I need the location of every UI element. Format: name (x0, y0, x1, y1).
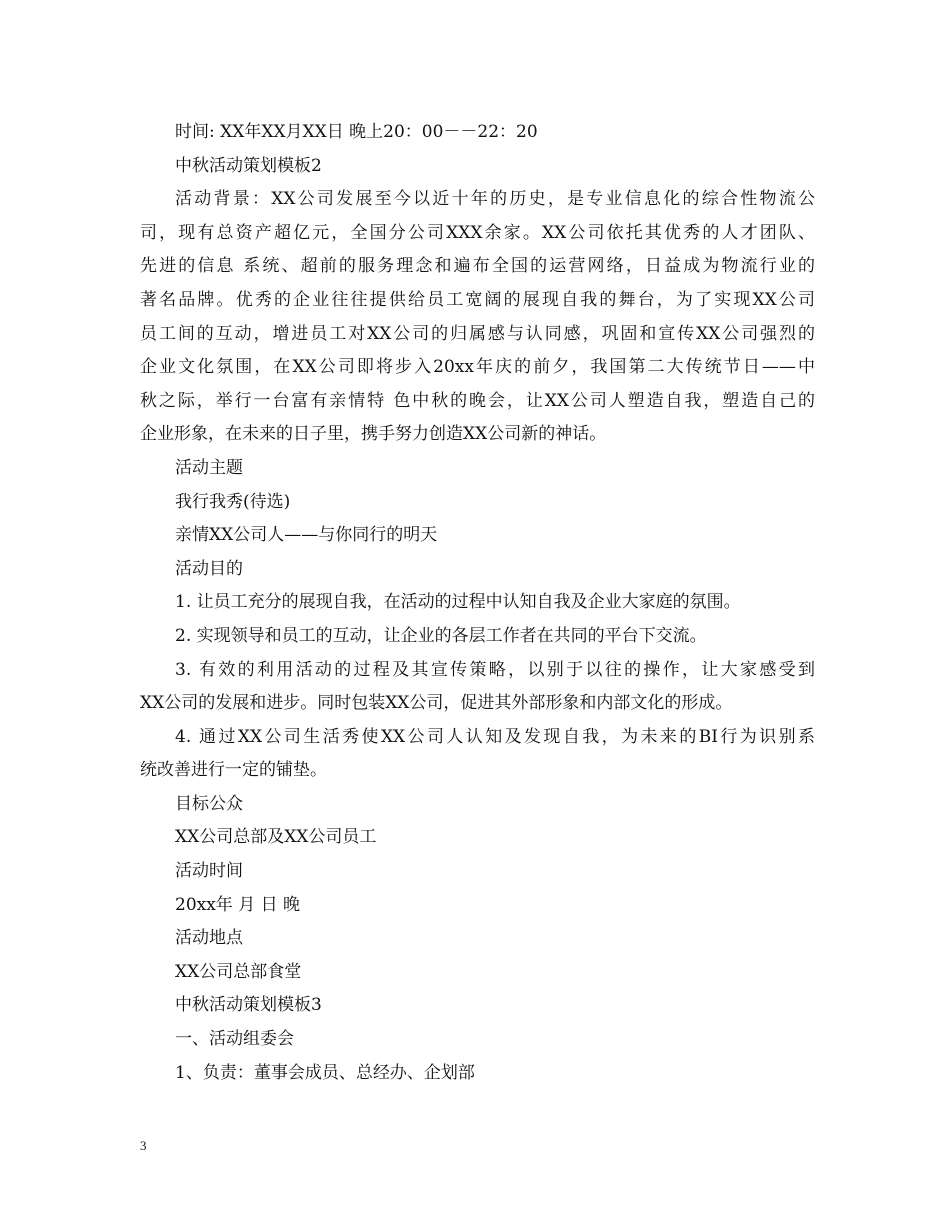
text-line: 活动背景：XX公司发展至今以近十年的历史，是专业信息化的综合性物流公 (175, 189, 815, 210)
text-line: XX公司总部及XX公司员工 (175, 827, 377, 848)
text-line: 中秋活动策划模板2 (175, 155, 322, 176)
text-line: 活动时间 (175, 861, 243, 882)
text-line: 时间: XX年XX月XX日 晚上20：00－－22：20 (175, 122, 538, 142)
text-line: 活动目的 (175, 558, 243, 579)
text-line: 企业形象，在未来的日子里，携手努力创造XX公司新的神话。 (140, 424, 607, 445)
text-line: 目标公众 (175, 793, 243, 814)
text-line: 活动主题 (175, 457, 243, 478)
text-line: 先进的信息 系统、超前的服务理念和遍布全国的运营网络，日益成为物流行业的 (140, 256, 815, 277)
text-line: XX公司的发展和进步。同时包装XX公司，促进其外部形象和内部文化的形成。 (140, 693, 733, 714)
text-line: 我行我秀(待选) (175, 491, 291, 512)
text-line: 1. 让员工充分的展现自我，在活动的过程中认知自我及企业大家庭的氛围。 (175, 592, 741, 613)
text-line: 员工间的互动，增进员工对XX公司的归属感与认同感，巩固和宣传XX公司强烈的 (140, 323, 815, 344)
text-line: 4. 通过XX公司生活秀使XX公司人认知及发现自我，为未来的BI行为识别系 (175, 726, 815, 747)
text-line: 1、负责：董事会成员、总经办、企划部 (175, 1062, 475, 1083)
text-line: 2. 实现领导和员工的互动，让企业的各层工作者在共同的平台下交流。 (175, 625, 707, 646)
text-line: 统改善进行一定的铺垫。 (140, 760, 327, 781)
text-line: 司，现有总资产超亿元，全国分公司XXX余家。XX公司依托其优秀的人才团队、 (140, 222, 815, 243)
document-body (140, 116, 815, 1090)
text-line: 活动地点 (175, 928, 243, 949)
text-line: 著名品牌。优秀的企业往往提供给员工宽阔的展现自我的舞台，为了实现XX公司 (140, 289, 815, 310)
text-line: 企业文化氛围，在XX公司即将步入20xx年庆的前夕，我国第二大传统节日——中 (140, 357, 815, 378)
text-line: 一、活动组委会 (175, 1029, 294, 1050)
text-line: 秋之际，举行一台富有亲情特 色中秋的晚会，让XX公司人塑造自我，塑造自己的 (140, 390, 815, 411)
text-line: XX公司总部食堂 (175, 961, 302, 982)
text-line: 亲情XX公司人——与你同行的明天 (175, 525, 438, 546)
text-line: 3. 有效的利用活动的过程及其宣传策略，以别于以往的操作，让大家感受到 (175, 659, 815, 680)
page-number: 3 (140, 1138, 147, 1153)
text-line: 20xx年 月 日 晚 (175, 894, 301, 915)
text-line: 中秋活动策划模板3 (175, 995, 322, 1016)
